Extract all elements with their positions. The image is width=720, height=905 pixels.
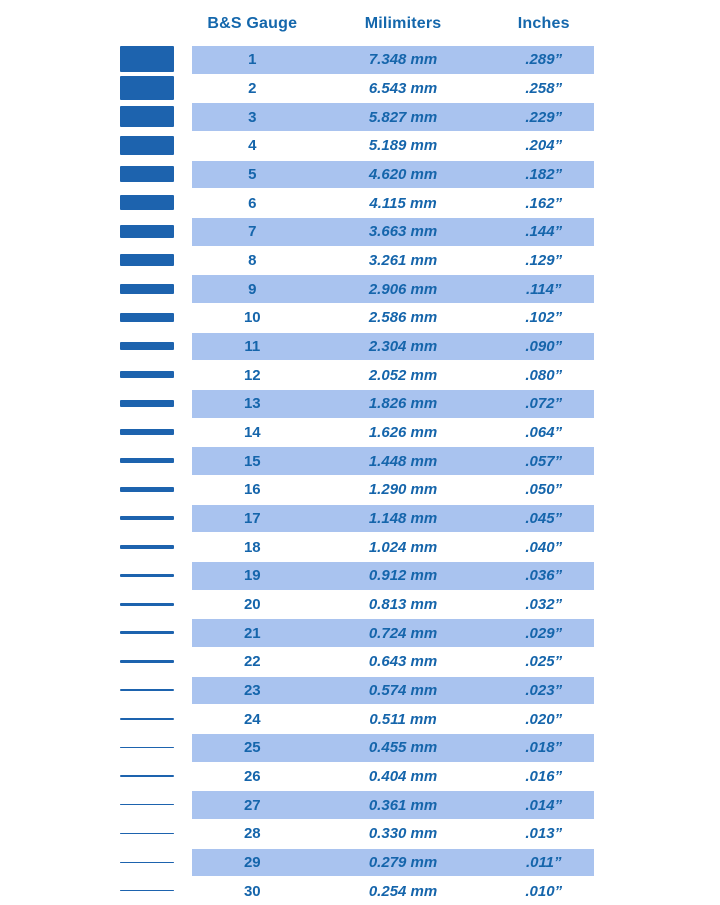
millimeter-value: 0.361 mm [368,796,438,814]
table-row [192,189,594,217]
wire-diameter-bar [120,487,174,492]
bar-slot [120,475,174,504]
gauge-number: 26 [243,768,261,786]
table-row [192,648,594,676]
inch-value: .080” [525,366,563,384]
millimeter-value: 5.827 mm [368,108,438,126]
gauge-number: 30 [243,882,261,900]
bar-slot [120,274,174,303]
bar-slot [120,217,174,246]
table-row [192,504,594,534]
millimeter-value: 0.330 mm [368,825,438,843]
inch-value: .025” [525,653,563,671]
inch-value: .102” [525,309,563,327]
bar-slot [120,446,174,475]
table-row [192,618,594,648]
gauge-number: 11 [244,338,261,356]
table-row [192,733,594,763]
bar-slot [120,733,174,762]
bar-slot [120,790,174,819]
table-row [192,274,594,304]
millimeter-value: 1.024 mm [368,538,438,556]
millimeter-value: 2.052 mm [368,366,438,384]
table-row [192,132,594,160]
bar-slot [120,102,174,131]
inch-value: .258” [525,80,563,97]
table-row [192,389,594,419]
bar-slot [120,360,174,389]
wire-diameter-bar [120,195,174,210]
table-row [192,45,594,75]
bar-slot [120,848,174,877]
wire-diameter-bar [120,747,174,749]
gauge-number: 21 [243,624,261,642]
gauge-number: 28 [243,825,261,843]
table-row [192,332,594,362]
bar-slot [120,389,174,418]
bar-slot [120,876,174,905]
wire-diameter-bar [120,76,174,99]
gauge-number: 19 [243,567,261,585]
bar-slot [120,676,174,705]
table-row [192,591,594,619]
inch-value: .289” [525,51,563,69]
inch-value: .029” [525,624,563,642]
millimeter-value: 3.663 mm [368,223,438,241]
wire-diameter-bar [120,106,174,127]
inch-value: .204” [525,137,563,155]
bar-slot [120,819,174,848]
millimeter-value: 0.724 mm [368,624,438,642]
bar-slot [120,188,174,217]
bar-slot [120,504,174,533]
bar-slot [120,590,174,619]
gauge-number: 25 [243,739,261,757]
wire-diameter-bar [120,166,174,182]
table-row [192,561,594,591]
gauge-number: 16 [243,481,261,499]
inch-value: .182” [525,166,563,184]
table-row [192,676,594,706]
gauge-number: 10 [243,309,261,327]
wire-diameter-bar [120,284,174,294]
gauge-number: 6 [248,194,257,212]
gauge-number: 3 [248,108,257,126]
millimeter-value: 3.261 mm [368,252,438,270]
wire-diameter-bar [120,46,174,72]
gauge-number: 13 [243,395,261,413]
bar-slot [120,532,174,561]
bar-slot [120,561,174,590]
inch-value: .013” [525,825,563,843]
millimeter-value: 0.912 mm [368,567,438,585]
gauge-number: 27 [243,796,261,814]
table-row [192,790,594,820]
gauge-number: 29 [243,854,261,872]
wire-diameter-bar [120,545,174,549]
wire-diameter-bar [120,718,174,720]
table-row [192,217,594,247]
millimeter-value: 2.586 mm [368,309,438,327]
gauge-number: 17 [243,510,261,528]
bar-slot [120,647,174,676]
inch-value: .057” [525,452,563,470]
millimeter-value: 4.620 mm [368,166,438,184]
wire-diameter-bar [120,574,174,577]
inch-value: .045” [525,510,563,528]
wire-diameter-bar [120,429,174,435]
inch-value: .020” [525,710,563,728]
millimeter-value: 2.906 mm [368,280,438,298]
gauge-number: 4 [248,137,257,155]
table-row [192,763,594,791]
gauge-number: 9 [248,280,257,298]
wire-diameter-bar [120,516,174,520]
table-header [192,6,594,42]
millimeter-value: 1.626 mm [368,424,438,442]
wire-diameter-bar [120,804,174,805]
table-row [192,304,594,332]
bar-slot [120,303,174,332]
table-row [192,533,594,561]
inch-value: .023” [525,682,563,700]
inch-value: .018” [525,739,563,757]
inch-value: .144” [525,223,563,241]
inch-value: .036” [525,567,563,585]
gauge-number: 24 [243,710,261,728]
table-row [192,705,594,733]
wire-diameter-bar [120,371,174,378]
wire-diameter-bar [120,313,174,322]
inch-value: .011” [525,854,562,872]
table-row [192,75,594,103]
wire-diameter-bar [120,254,174,266]
gauge-number: 1 [248,51,257,69]
wire-diameter-bar [120,689,174,691]
inch-value: .040” [525,538,563,556]
inch-value: .114” [525,280,562,298]
millimeter-value: 0.574 mm [368,682,438,700]
inch-value: .032” [525,596,563,614]
gauge-number: 22 [243,653,261,671]
millimeter-value: 1.148 mm [368,510,438,528]
gauge-number: 5 [248,166,257,184]
millimeter-value: 0.404 mm [368,768,438,786]
gauge-number: 14 [243,424,261,442]
millimeter-value: 0.279 mm [368,854,438,872]
table-row [192,102,594,132]
bar-slot [120,762,174,791]
millimeter-value: 4.115 mm [369,194,437,212]
bar-slot [120,131,174,160]
gauge-number: 8 [248,252,257,270]
gauge-number: 23 [243,682,261,700]
bar-slot [120,45,174,74]
table-row [192,877,594,905]
inch-value: .090” [525,338,563,356]
millimeter-value: 1.290 mm [368,481,438,499]
table-row [192,247,594,275]
wire-diameter-bar [120,603,174,606]
table-row [192,446,594,476]
inch-value: .129” [525,252,563,270]
millimeter-value: 1.826 mm [368,395,438,413]
millimeter-value: 6.543 mm [368,80,438,97]
gauge-number: 15 [243,452,261,470]
millimeter-value: 0.643 mm [368,653,438,671]
wire-diameter-bar [120,862,174,863]
inch-value: .162” [525,194,563,212]
millimeter-value: 2.304 mm [368,338,438,356]
millimeter-value: 0.254 mm [368,882,438,900]
wire-diameter-bar [120,400,174,407]
inch-value: .072” [525,395,563,413]
millimeter-value: 0.813 mm [368,596,438,614]
millimeter-value: 0.455 mm [368,739,438,757]
table-row [192,361,594,389]
millimeter-value: 0.511 mm [369,710,437,728]
table-row [192,848,594,878]
wire-thickness-bars [120,45,174,905]
millimeter-value: 5.189 mm [368,137,438,155]
table-row [192,160,594,190]
wire-diameter-bar [120,775,174,776]
gauge-number: 2 [248,80,257,97]
gauge-table-rows [192,45,594,905]
gauge-number: 18 [243,538,261,556]
bar-slot [120,246,174,275]
wire-diameter-bar [120,631,174,634]
inch-value: .016” [525,768,563,786]
wire-diameter-bar [120,342,174,350]
wire-diameter-bar [120,225,174,238]
inch-value: .064” [525,424,563,442]
inch-value: .229” [525,108,563,126]
header-millimeters: Milimiters [364,15,442,32]
millimeter-value: 7.348 mm [368,51,438,69]
millimeter-value: 1.448 mm [368,452,438,470]
wire-diameter-bar [120,890,174,891]
wire-diameter-bar [120,136,174,154]
inch-value: .014” [525,796,563,814]
bar-slot [120,618,174,647]
wire-diameter-bar [120,833,174,834]
header-gauge: B&S Gauge [207,15,298,32]
header-inches: Inches [517,15,570,32]
table-row [192,476,594,504]
bar-slot [120,74,174,103]
bar-slot [120,160,174,189]
bar-slot [120,418,174,447]
gauge-number: 7 [248,223,257,241]
bar-slot [120,704,174,733]
table-row [192,820,594,848]
wire-diameter-bar [120,660,174,662]
gauge-number: 20 [243,596,261,614]
table-row [192,419,594,447]
inch-value: .010” [525,882,563,900]
bar-slot [120,332,174,361]
wire-diameter-bar [120,458,174,463]
inch-value: .050” [525,481,563,499]
gauge-number: 12 [243,366,261,384]
